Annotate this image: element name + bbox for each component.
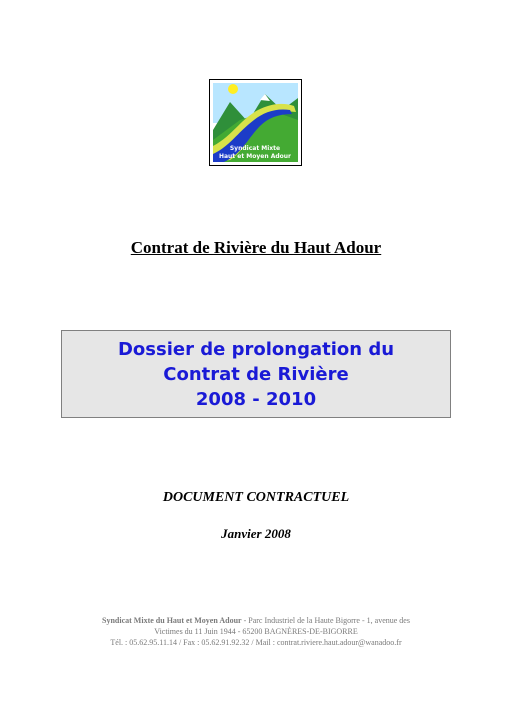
footer-line-1 — [20, 615, 492, 626]
river-landscape-icon — [210, 80, 301, 165]
footer-address-2: Victimes du 11 Juin 1944 - 65200 BAGNÈRES-DE-BIGORRE — [154, 627, 358, 636]
footer-address — [20, 615, 492, 648]
footer-contact: Tél. : 05.62.95.11.14 / Fax : 05.62.91.92.32 / Mail : contrat.riviere.haut.adour@wanadoo.fr — [110, 638, 402, 647]
document-date: Janvier 2008 — [221, 526, 291, 541]
footer-address-1: - Parc Industriel de la Haute Bigorre - 1, avenue des — [241, 616, 410, 625]
logo-text-line1: Syndicat Mixte — [229, 145, 281, 152]
document-type: DOCUMENT CONTRACTUEL — [162, 490, 350, 505]
logo-text-line2: Haut et Moyen Adour — [218, 153, 292, 160]
page-title: Contrat de Rivière du Haut Adour — [130, 238, 382, 257]
banner-line-1: Dossier de prolongation du — [117, 338, 395, 360]
banner-line-3: 2008 - 2010 — [195, 388, 317, 410]
title-banner — [61, 330, 451, 418]
footer-org: Syndicat Mixte du Haut et Moyen Adour — [102, 616, 242, 625]
syndicat-logo — [209, 79, 302, 166]
sun-icon — [228, 84, 238, 94]
banner-line-2: Contrat de Rivière — [163, 363, 349, 385]
